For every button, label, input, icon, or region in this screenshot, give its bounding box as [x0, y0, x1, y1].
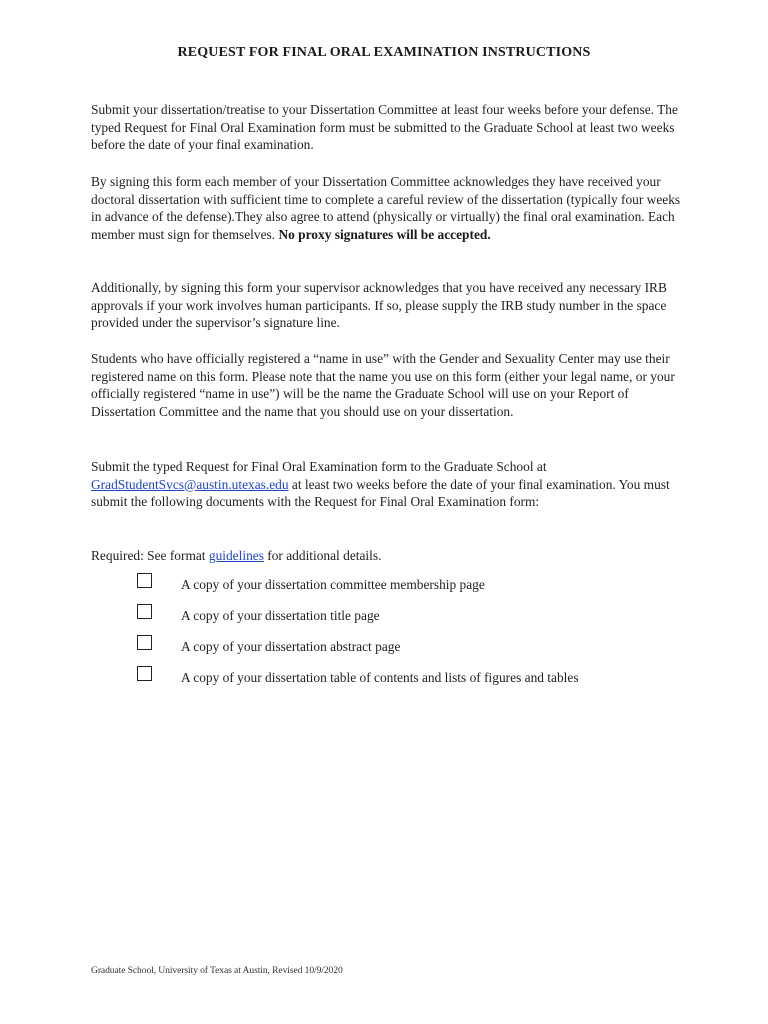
- required-documents-checklist: [137, 572, 717, 696]
- required-text-after: for additional details.: [263, 548, 382, 563]
- paragraph-committee-text: By signing this form each member of your Dissertation Committee acknowledges they have received your doctoral dissertation with sufficient time to complete a careful review of the dissertation (typically four weeks in advance of the defense).They also agree to attend (physically or virtually) the final oral examination. Each member must sign for themselves.: [91, 174, 681, 242]
- no-proxy-notice: No proxy signatures will be accepted.: [278, 226, 491, 242]
- checklist-item-membership-page: [137, 572, 717, 603]
- checkbox[interactable]: [137, 604, 152, 619]
- paragraph-submission-timeline: Submit your dissertation/treatise to your Dissertation Committee at least four weeks before your defense. The typed Request for Final Oral Examination form must be submitted to the Graduate School at least two weeks before the date of your final examination.: [91, 102, 678, 153]
- paragraph-submit-form: [91, 458, 681, 511]
- paragraph-required-guidelines: [91, 547, 681, 565]
- checklist-item-title-page: [137, 603, 717, 634]
- graduate-school-email-link[interactable]: GradStudentSvcs@austin.utexas.edu: [91, 476, 289, 492]
- submit-form-text-before: Submit the typed Request for Final Oral Examination form to the Graduate School at: [91, 459, 547, 474]
- document-footer: Graduate School, University of Texas at Austin, Revised 10/9/2020: [91, 965, 343, 976]
- checkbox[interactable]: [137, 635, 152, 650]
- document-title: REQUEST FOR FINAL ORAL EXAMINATION INSTRUCTIONS: [177, 45, 591, 60]
- checkbox[interactable]: [137, 573, 152, 588]
- paragraph-irb-approval: Additionally, by signing this form your supervisor acknowledges that you have received any necessary IRB approvals if your work involves human participants. If so, please supply the IRB study number in the space provided under the supervisor’s signature line.: [91, 280, 667, 331]
- checklist-item-table-of-contents: [137, 665, 717, 696]
- checklist-item-label: A copy of your dissertation table of contents and lists of figures and tables: [181, 670, 579, 685]
- checklist-item-label: A copy of your dissertation committee membership page: [181, 577, 485, 592]
- submit-form-text-after: at least two weeks before the date of your final examination. You must submit the following documents with the Request for Final Oral Examination form:: [91, 476, 670, 510]
- checklist-item-label: A copy of your dissertation title page: [181, 608, 380, 623]
- checklist-item-label: A copy of your dissertation abstract page: [181, 639, 401, 654]
- paragraph-name-in-use: Students who have officially registered a “name in use” with the Gender and Sexuality Center may use their registered name on this form. Please note that the name you use on this form (either your legal name, or your officially registered “name in use”) will be the name the Graduate School will use on your Report of Dissertation Committee and the name that you should use on your dissertation.: [91, 351, 675, 419]
- guidelines-link[interactable]: guidelines: [208, 548, 264, 563]
- paragraph-committee-signatures: [91, 173, 681, 243]
- checkbox[interactable]: [137, 666, 152, 681]
- required-text-before: Required: See format: [91, 548, 209, 563]
- checklist-item-abstract-page: [137, 634, 717, 665]
